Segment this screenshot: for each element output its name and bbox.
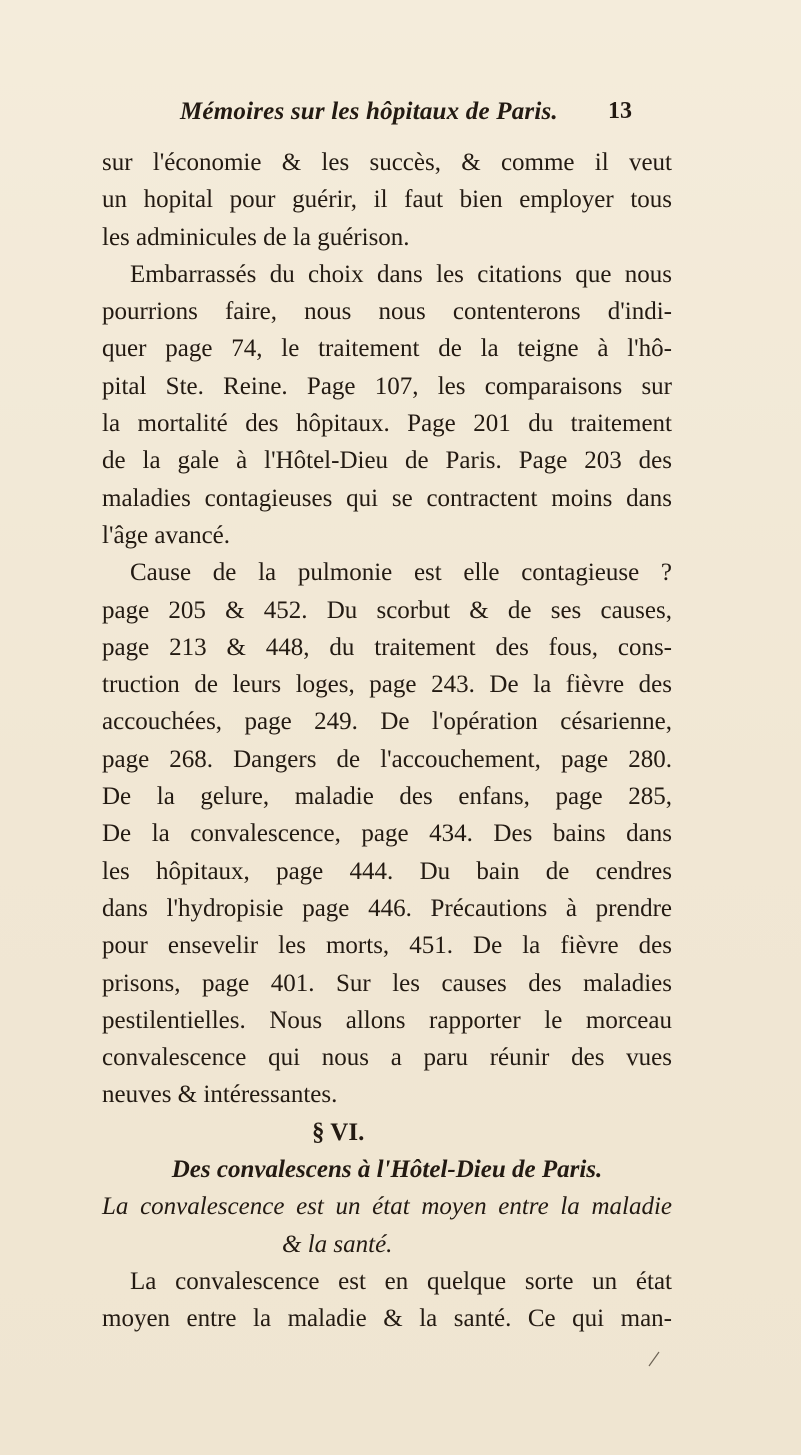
text-line: truction de leurs loges, page 243. De la fièvre des <box>102 671 672 699</box>
text-line: pestilentielles. Nous allons rapporter le morceau <box>102 1006 672 1034</box>
text-line: sur l'économie & les succès, & comme il veut <box>102 149 672 176</box>
text-line: moyen entre la maladie & la santé. Ce qui man- <box>102 1305 672 1333</box>
text-line: § VI. <box>312 1118 365 1146</box>
text-line: de la gale à l'Hôtel-Dieu de Paris. Page 203 des <box>102 447 672 475</box>
text-line: De la gelure, maladie des enfans, page 285, <box>102 783 672 811</box>
text-line: Des convalescens à l'Hôtel-Dieu de Paris. <box>171 1156 603 1184</box>
text-line: les adminicules de la guérison. <box>102 223 410 251</box>
text-line: neuves & intéressantes. <box>102 1081 338 1109</box>
text-line: page 268. Dangers de l'accouchement, page 280. <box>102 745 672 773</box>
stray-ink-mark-icon <box>646 1348 662 1368</box>
text-line: les hôpitaux, page 444. Du bain de cendres <box>102 857 672 885</box>
text-line: pourrions faire, nous nous contenterons d'indi- <box>102 298 672 326</box>
text-line: quer page 74, le traitement de la teigne à l'hô- <box>102 335 672 363</box>
text-line: & la santé. <box>282 1230 393 1258</box>
text-line: l'âge avancé. <box>102 521 231 549</box>
text-line: prisons, page 401. Sur les causes des maladies <box>102 969 672 997</box>
text-line: convalescence qui nous a paru réunir des vues <box>102 1044 672 1072</box>
text-line: page 213 & 448, du traitement des fous, cons- <box>102 633 672 661</box>
page-header <box>0 98 801 138</box>
text-line: un hopital pour guérir, il faut bien employer tous <box>102 186 672 214</box>
text-line: La convalescence est un état moyen entre la maladie <box>102 1193 672 1221</box>
text-line: accouchées, page 249. De l'opération césarienne, <box>102 708 672 736</box>
text-line: De la convalescence, page 434. Des bains dans <box>102 820 672 848</box>
text-line: pital Ste. Reine. Page 107, les comparaisons sur <box>102 372 672 400</box>
text-line: Cause de la pulmonie est elle contagieuse ? <box>130 559 672 587</box>
page-number: 13 <box>608 98 632 124</box>
text-line: maladies contagieuses qui se contractent moins dans <box>102 484 672 512</box>
text-line: pour ensevelir les morts, 451. De la fièvre des <box>102 932 672 960</box>
body-text <box>102 144 672 1338</box>
text-line: dans l'hydropisie page 446. Précautions à prendre <box>102 894 672 922</box>
text-line: page 205 & 452. Du scorbut & de ses causes, <box>102 596 672 624</box>
running-title: Mémoires sur les hôpitaux de Paris. <box>180 98 558 125</box>
text-line: Embarrassés du choix dans les citations que nous <box>130 260 672 288</box>
text-line: La convalescence est en quelque sorte un état <box>130 1267 672 1295</box>
text-line: la mortalité des hôpitaux. Page 201 du traitement <box>102 410 672 438</box>
